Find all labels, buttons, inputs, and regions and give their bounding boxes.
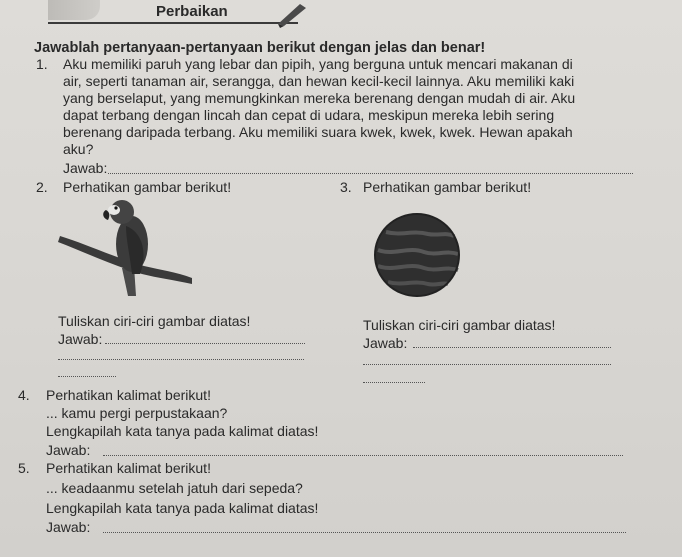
q1-answer-label: Jawab: (63, 160, 108, 176)
watermelon-icon (372, 212, 462, 298)
q1-number: 1. (36, 56, 48, 72)
q3-answer-label: Jawab: (363, 335, 408, 351)
q4-answer-label: Jawab: (46, 442, 91, 458)
q2-task: Tuliskan ciri-ciri gambar diatas! (58, 313, 251, 329)
q1-line-2: air, seperti tanaman air, serangga, dan hewan kecil-kecil lainnya. Aku memiliki kaki (63, 73, 575, 89)
q1-line-1: Aku memiliki paruh yang lebar dan pipih, yang berguna untuk mencari makanan di (63, 56, 573, 72)
q5-prompt: Perhatikan kalimat berikut! (46, 460, 211, 476)
q3-answer-line-1[interactable] (413, 347, 611, 348)
q1-line-5: berenang daripada terbang. Aku memiliki suara kwek, kwek, kwek. Hewan apakah (63, 124, 573, 140)
q2-answer-line-3[interactable] (58, 376, 116, 377)
q3-answer-line-3[interactable] (363, 382, 425, 383)
q4-sentence: ... kamu pergi perpustakaan? (46, 405, 228, 421)
q2-answer-label: Jawab: (58, 331, 103, 347)
q1-line-6: aku? (63, 141, 94, 157)
q3-prompt: Perhatikan gambar berikut! (363, 179, 532, 195)
q5-answer-label: Jawab: (46, 519, 91, 535)
q5-sentence: ... keadaanmu setelah jatuh dari sepeda? (46, 480, 303, 496)
q4-answer-line[interactable] (103, 455, 623, 456)
q2-answer-line-2[interactable] (58, 359, 304, 360)
q3-task: Tuliskan ciri-ciri gambar diatas! (363, 317, 556, 333)
page-title: Perbaikan (156, 3, 228, 20)
q4-number: 4. (18, 387, 30, 403)
q2-prompt: Perhatikan gambar berikut! (63, 179, 232, 195)
q1-line-4: dapat terbang dengan lincah dan cepat di udara, meskipun mereka lebih sering (63, 107, 555, 123)
q5-answer-line[interactable] (103, 532, 626, 533)
instruction-text: Jawablah pertanyaan-pertanyaan berikut dengan jelas dan benar! (34, 40, 486, 56)
header-banner-tab (48, 0, 100, 20)
q3-number: 3. (340, 179, 352, 195)
q1-line-3: yang berselaput, yang memungkinkan mereka berenang dengan mudah di air. Aku (63, 90, 576, 106)
q5-task: Lengkapilah kata tanya pada kalimat diatas! (46, 500, 319, 516)
parrot-icon (56, 196, 196, 300)
q5-number: 5. (18, 460, 30, 476)
q1-answer-line[interactable] (108, 173, 633, 174)
q2-answer-line-1[interactable] (105, 343, 305, 344)
pencil-icon (276, 2, 310, 28)
q4-task: Lengkapilah kata tanya pada kalimat diatas! (46, 423, 319, 439)
q4-prompt: Perhatikan kalimat berikut! (46, 387, 211, 403)
q3-answer-line-2[interactable] (363, 364, 611, 365)
q2-number: 2. (36, 179, 48, 195)
